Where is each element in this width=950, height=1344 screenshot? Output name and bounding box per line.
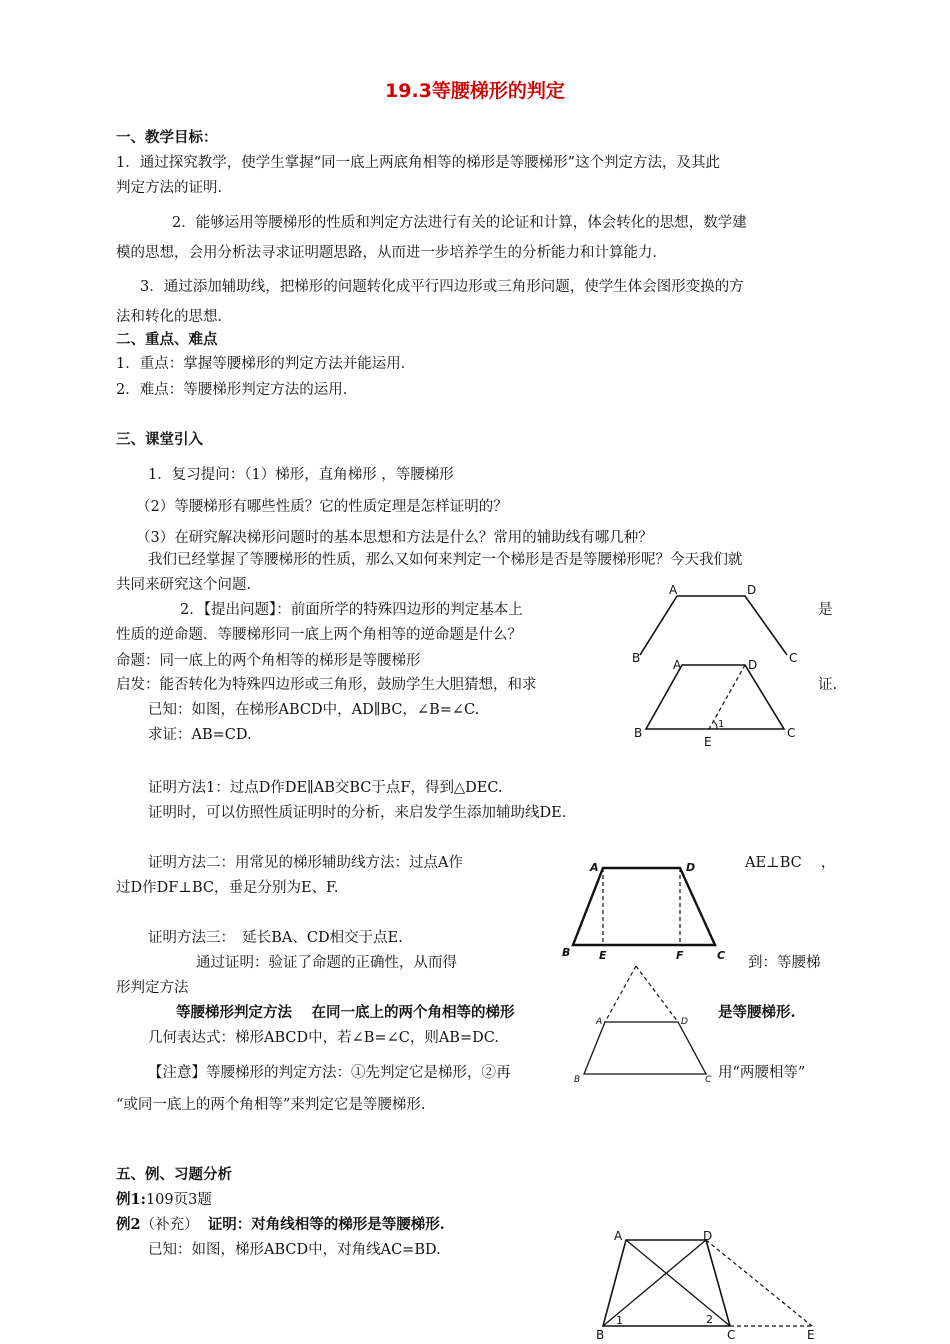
extension-ba: [605, 966, 636, 1022]
angle-mark: [713, 721, 717, 729]
label-d: D: [681, 1017, 688, 1027]
paragraph-line: 通过证明：验证了命题的正确性，从而得: [196, 955, 457, 971]
section-heading-objectives: 一、教学目标：: [116, 129, 218, 146]
section-heading-intro: 三、课堂引入: [116, 431, 203, 448]
diagonal-ac: [626, 1240, 730, 1326]
paragraph-line: 判定方法的证明．: [116, 180, 232, 196]
judgement-method-end: 是等腰梯形.: [718, 1004, 796, 1021]
auxiliary-line-de: [709, 665, 745, 729]
angle-label-2: 2: [706, 1313, 713, 1326]
label-b: B: [574, 1075, 581, 1085]
label-d: D: [748, 658, 758, 672]
geometric-expression: 几何表达式：梯形ABCD中，若∠B=∠C，则AB=DC.: [148, 1030, 499, 1046]
label-a: A: [614, 1229, 623, 1243]
figure-trapezoid-3: [560, 853, 735, 963]
auxiliary-line-de: [706, 1240, 812, 1326]
paragraph-line: 过D作DF⊥BC，垂足分别为E、F.: [116, 880, 339, 896]
paragraph-line: 共同来研究这个问题.: [116, 577, 252, 593]
label-c: C: [789, 651, 798, 665]
label-d: D: [747, 583, 757, 597]
paragraph-line: 3．通过添加辅助线，把梯形的问题转化成平行四边形或三角形问题，使学生体会图形变换的方: [140, 279, 744, 295]
proof-method-1: 证明方法1：过点D作DE∥AB交BC于点F，得到△DEC.: [148, 780, 503, 796]
paragraph-line-end: 证.: [818, 677, 838, 693]
proof-method-3: 证明方法三： 延长BA、CD相交于点E.: [148, 930, 403, 946]
label-c: C: [705, 1075, 712, 1085]
example-2: [116, 1215, 445, 1235]
given-statement: 已知：如图，在梯形ABCD中，AD∥BC，∠B=∠C.: [148, 702, 480, 718]
angle-label: 1: [718, 719, 725, 730]
example-1-label: 例1:: [116, 1191, 146, 1208]
prove-statement: 求证：AB=CD.: [148, 727, 252, 743]
paragraph-line: 证明时，可以仿照性质证明时的分析，来启发学生添加辅助线DE.: [148, 805, 567, 821]
label-c: C: [787, 726, 796, 740]
proof-method-2: 证明方法二：用常见的梯形辅助线方法：过点A作: [148, 855, 463, 871]
paragraph-line: 1．通过探究教学，使学生掌握“同一底上两底角相等的梯形是等腰梯形”这个判定方法，及其此: [116, 155, 721, 171]
label-a: A: [669, 583, 678, 597]
label-e: E: [599, 949, 607, 962]
label-a: A: [673, 658, 682, 672]
paragraph-line-end: 是: [818, 602, 833, 618]
label-b: B: [596, 1328, 605, 1342]
example-2-label: 例2: [116, 1216, 141, 1233]
paragraph-line: （2）等腰梯形有哪些性质？它的性质定理是怎样证明的？: [136, 499, 508, 515]
paragraph-line: 2．难点：等腰梯形判定方法的运用．: [116, 382, 358, 398]
paragraph-line: 法和转化的思想．: [116, 309, 232, 325]
note-line: “或同一底上的两个角相等”来判定它是等腰梯形.: [116, 1097, 426, 1113]
paragraph-line: 形判定方法: [116, 980, 189, 996]
section-heading-examples: 五、例、习题分析: [116, 1166, 232, 1183]
paragraph-line: 我们已经掌握了等腰梯形的性质，那么又如何来判定一个梯形是否是等腰梯形呢？今天我们就: [148, 552, 743, 568]
paragraph-line: 性质的逆命题．等腰梯形同一底上两个角相等的逆命题是什么？: [116, 627, 522, 643]
label-e: E: [807, 1328, 815, 1342]
example-1: [116, 1190, 212, 1210]
note-end: 用“两腰相等”: [718, 1065, 806, 1081]
label-a: A: [596, 1017, 603, 1027]
label-b: B: [632, 651, 641, 665]
label-f: F: [676, 949, 684, 962]
section-heading-keypoints: 二、重点、难点: [116, 331, 218, 348]
judgement-method: 等腰梯形判定方法 在同一底上的两个角相等的梯形: [176, 1004, 515, 1021]
paragraph-line-end: AE⊥BC ，: [745, 855, 836, 871]
label-d: D: [703, 1229, 713, 1243]
proposition: 命题：同一底上的两个角相等的梯形是等腰梯形: [116, 653, 421, 669]
paragraph-line: 2．【提出问题】：前面所学的特殊四边形的判定基本上: [180, 602, 523, 618]
paragraph-line: 2．能够运用等腰梯形的性质和判定方法进行有关的论证和计算，体会转化的思想，数学建: [172, 215, 747, 231]
trapezoid-outline: [573, 868, 715, 945]
paragraph-line: 启发：能否转化为特殊四边形或三角形，鼓励学生大胆猜想，和求: [116, 677, 537, 693]
label-a: A: [590, 861, 599, 874]
figure-trapezoid-1: [625, 580, 815, 665]
trapezoid-outline: [640, 596, 787, 655]
figure-trapezoid-4: [570, 960, 720, 1085]
label-b: B: [634, 726, 643, 740]
example-2-given: 已知：如图，梯形ABCD中，对角线AC=BD.: [148, 1242, 441, 1258]
extension-cd: [636, 966, 678, 1022]
paragraph-line: （3）在研究解决梯形问题时的基本思想和方法是什么？常用的辅助线有哪几种？: [136, 530, 653, 546]
example-2-text: 证明：对角线相等的梯形是等腰梯形.: [207, 1216, 445, 1233]
note: 【注意】等腰梯形的判定方法：①先判定它是梯形，②再: [148, 1065, 511, 1081]
paragraph-line: 模的思想，会用分析法寻求证明题思路，从而进一步培养学生的分析能力和计算能力．: [116, 245, 667, 261]
example-1-text: 109页3题: [145, 1192, 212, 1208]
label-c: C: [727, 1328, 736, 1342]
trapezoid-outline: [584, 1022, 706, 1074]
label-d: D: [686, 861, 696, 874]
example-2-paren: （补充）: [140, 1217, 199, 1233]
page-title: 19.3等腰梯形的判定: [385, 80, 565, 102]
paragraph-line: 1．重点：掌握等腰梯形的判定方法并能运用．: [116, 356, 416, 372]
trapezoid-outline: [646, 665, 784, 729]
figure-trapezoid-2: [625, 655, 815, 750]
paragraph-line: 1．复习提问：（1）梯形，直角梯形 ，等腰梯形: [148, 467, 454, 483]
angle-label-1: 1: [616, 1314, 623, 1327]
figure-trapezoid-5: [590, 1228, 830, 1340]
paragraph-line-end: 到：等腰梯: [748, 955, 821, 971]
label-c: C: [717, 949, 726, 962]
label-b: B: [562, 946, 571, 959]
label-e: E: [704, 735, 712, 749]
